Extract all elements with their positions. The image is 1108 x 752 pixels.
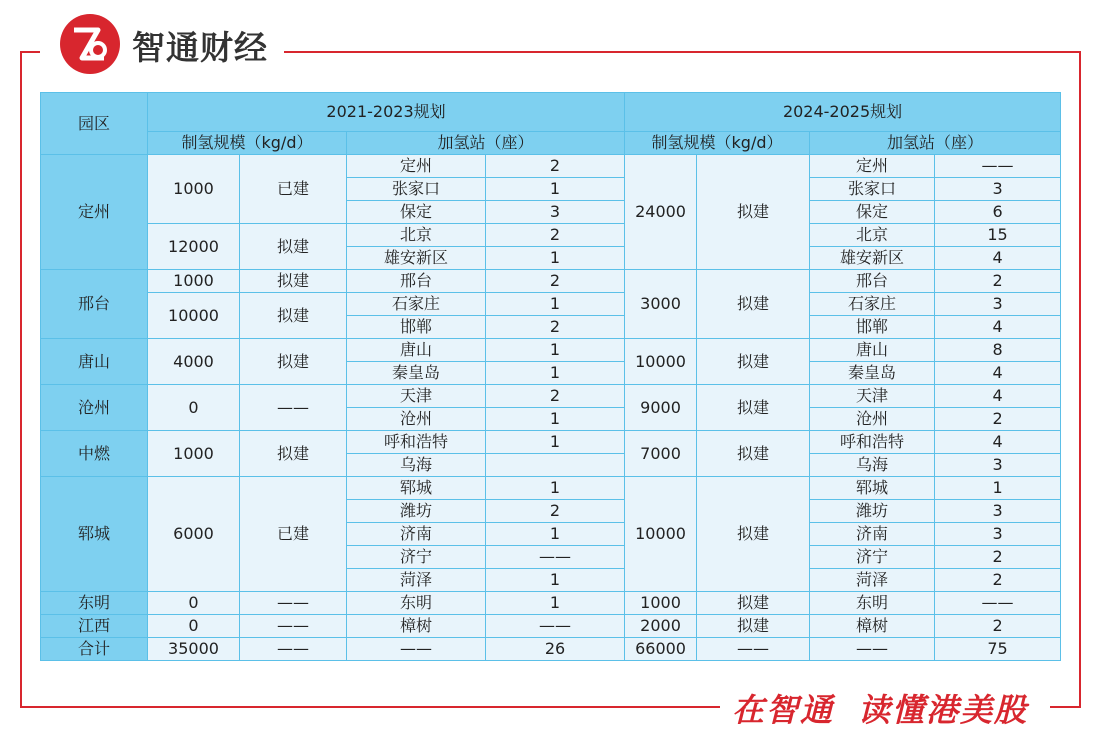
count-cell: ——: [935, 592, 1061, 615]
count-cell: 4: [935, 385, 1061, 408]
slogan-part1: 在智通: [732, 691, 835, 729]
table-row: [41, 592, 1061, 615]
city-cell: 邯郸: [347, 316, 486, 339]
count-cell: 4: [935, 316, 1061, 339]
park-cell: 唐山: [41, 339, 148, 385]
city-cell: 雄安新区: [810, 247, 935, 270]
status-cell: 拟建: [240, 293, 347, 339]
table-row: [41, 431, 1061, 454]
park-cell: 中燃: [41, 431, 148, 477]
city-cell: 济宁: [347, 546, 486, 569]
count-cell: 2: [486, 270, 625, 293]
count-cell: 1: [486, 523, 625, 546]
scale-cell: 66000: [625, 638, 697, 661]
city-cell: ——: [810, 638, 935, 661]
scale-cell: 1000: [148, 155, 240, 224]
table-row: [41, 270, 1061, 293]
scale-cell: 7000: [625, 431, 697, 477]
city-cell: 北京: [810, 224, 935, 247]
p1-scale-header: 制氢规模（kg/d）: [148, 132, 347, 155]
scale-cell: 0: [148, 385, 240, 431]
count-cell: 1: [486, 592, 625, 615]
count-cell: 2: [935, 546, 1061, 569]
status-cell: 拟建: [697, 592, 810, 615]
status-cell: 已建: [240, 477, 347, 592]
total-row: [41, 638, 1061, 661]
slogan-part2: 读懂港美股: [858, 691, 1029, 729]
city-cell: 乌海: [810, 454, 935, 477]
hydrogen-plan-table: [40, 92, 1061, 661]
count-cell: 2: [935, 615, 1061, 638]
frame-top-line: [284, 51, 1081, 53]
park-header: 园区: [41, 93, 148, 155]
count-cell: 1: [486, 477, 625, 500]
status-cell: 拟建: [240, 339, 347, 385]
city-cell: 郓城: [810, 477, 935, 500]
city-cell: 郓城: [347, 477, 486, 500]
count-cell: 1: [486, 362, 625, 385]
city-cell: 雄安新区: [347, 247, 486, 270]
status-cell: 拟建: [240, 431, 347, 477]
frame-left-line: [20, 51, 22, 708]
table-row: [41, 224, 1061, 247]
scale-cell: 35000: [148, 638, 240, 661]
p1-station-header: 加氢站（座）: [347, 132, 625, 155]
city-cell: 樟树: [810, 615, 935, 638]
city-cell: 北京: [347, 224, 486, 247]
count-cell: 3: [935, 523, 1061, 546]
park-cell: 邢台: [41, 270, 148, 339]
city-cell: 沧州: [810, 408, 935, 431]
count-cell: 8: [935, 339, 1061, 362]
table-row: [41, 477, 1061, 500]
table-header-row: [41, 93, 1061, 132]
city-cell: 天津: [347, 385, 486, 408]
city-cell: 天津: [810, 385, 935, 408]
scale-cell: 3000: [625, 270, 697, 339]
count-cell: 4: [935, 362, 1061, 385]
count-cell: 1: [486, 293, 625, 316]
city-cell: 潍坊: [810, 500, 935, 523]
count-cell: ——: [486, 615, 625, 638]
frame-right-line: [1079, 51, 1081, 708]
scale-cell: 9000: [625, 385, 697, 431]
park-cell: 定州: [41, 155, 148, 270]
park-cell: 东明: [41, 592, 148, 615]
status-cell: ——: [240, 385, 347, 431]
count-cell: 3: [935, 178, 1061, 201]
frame-bottom-line: [20, 706, 720, 708]
city-cell: 东明: [347, 592, 486, 615]
count-cell: 1: [486, 569, 625, 592]
status-cell: 拟建: [240, 270, 347, 293]
p2-station-header: 加氢站（座）: [810, 132, 1061, 155]
frame-top-left-line: [20, 51, 40, 53]
count-cell: 15: [935, 224, 1061, 247]
status-cell: ——: [240, 615, 347, 638]
city-cell: 呼和浩特: [810, 431, 935, 454]
scale-cell: 1000: [148, 270, 240, 293]
city-cell: 邯郸: [810, 316, 935, 339]
count-cell: 1: [486, 339, 625, 362]
city-cell: 菏泽: [347, 569, 486, 592]
scale-cell: 12000: [148, 224, 240, 270]
park-cell: 郓城: [41, 477, 148, 592]
p2-scale-header: 制氢规模（kg/d）: [625, 132, 810, 155]
count-cell: 1: [486, 247, 625, 270]
count-cell: 2: [486, 500, 625, 523]
city-cell: 东明: [810, 592, 935, 615]
scale-cell: 10000: [625, 477, 697, 592]
brand-logo-icon: [60, 14, 120, 74]
scale-cell: 24000: [625, 155, 697, 270]
count-cell: 1: [486, 408, 625, 431]
count-cell: 2: [935, 569, 1061, 592]
city-cell: 张家口: [810, 178, 935, 201]
status-cell: 已建: [240, 155, 347, 224]
count-cell: ——: [486, 546, 625, 569]
table-row: [41, 339, 1061, 362]
scale-cell: 10000: [625, 339, 697, 385]
count-cell: 2: [486, 385, 625, 408]
city-cell: 邢台: [347, 270, 486, 293]
count-cell: 6: [935, 201, 1061, 224]
table-row: [41, 385, 1061, 408]
count-cell: 2: [486, 224, 625, 247]
brand-name: 智通财经: [132, 28, 268, 67]
scale-cell: 0: [148, 615, 240, 638]
count-cell: [486, 454, 625, 477]
count-cell: 3: [935, 500, 1061, 523]
park-cell: 沧州: [41, 385, 148, 431]
city-cell: 石家庄: [810, 293, 935, 316]
city-cell: 秦皇岛: [810, 362, 935, 385]
city-cell: ——: [347, 638, 486, 661]
city-cell: 乌海: [347, 454, 486, 477]
count-cell: 1: [935, 477, 1061, 500]
city-cell: 张家口: [347, 178, 486, 201]
table-row: [41, 615, 1061, 638]
status-cell: 拟建: [697, 431, 810, 477]
city-cell: 定州: [810, 155, 935, 178]
status-cell: ——: [240, 592, 347, 615]
city-cell: 邢台: [810, 270, 935, 293]
table-subheader-row: [41, 132, 1061, 155]
count-cell: 3: [935, 454, 1061, 477]
city-cell: 定州: [347, 155, 486, 178]
status-cell: 拟建: [697, 477, 810, 592]
city-cell: 潍坊: [347, 500, 486, 523]
city-cell: 保定: [347, 201, 486, 224]
city-cell: 樟树: [347, 615, 486, 638]
period2-header: 2024-2025规划: [625, 93, 1061, 132]
city-cell: 济南: [347, 523, 486, 546]
count-cell: 1: [486, 178, 625, 201]
scale-cell: 1000: [625, 592, 697, 615]
city-cell: 唐山: [347, 339, 486, 362]
city-cell: 呼和浩特: [347, 431, 486, 454]
city-cell: 石家庄: [347, 293, 486, 316]
count-cell: 26: [486, 638, 625, 661]
scale-cell: 1000: [148, 431, 240, 477]
count-cell: 75: [935, 638, 1061, 661]
slogan: [726, 690, 1034, 730]
count-cell: 1: [486, 431, 625, 454]
status-cell: ——: [697, 638, 810, 661]
city-cell: 沧州: [347, 408, 486, 431]
count-cell: 4: [935, 247, 1061, 270]
count-cell: 3: [486, 201, 625, 224]
count-cell: 2: [486, 316, 625, 339]
city-cell: 唐山: [810, 339, 935, 362]
status-cell: 拟建: [697, 339, 810, 385]
status-cell: ——: [240, 638, 347, 661]
table-row: [41, 155, 1061, 178]
scale-cell: 2000: [625, 615, 697, 638]
scale-cell: 6000: [148, 477, 240, 592]
status-cell: 拟建: [697, 615, 810, 638]
frame-bottom-right-line: [1050, 706, 1081, 708]
scale-cell: 0: [148, 592, 240, 615]
count-cell: 4: [935, 431, 1061, 454]
scale-cell: 4000: [148, 339, 240, 385]
total-label: 合计: [41, 638, 148, 661]
city-cell: 保定: [810, 201, 935, 224]
count-cell: ——: [935, 155, 1061, 178]
status-cell: 拟建: [697, 385, 810, 431]
city-cell: 菏泽: [810, 569, 935, 592]
city-cell: 济宁: [810, 546, 935, 569]
count-cell: 2: [935, 270, 1061, 293]
status-cell: 拟建: [697, 270, 810, 339]
count-cell: 3: [935, 293, 1061, 316]
park-cell: 江西: [41, 615, 148, 638]
scale-cell: 10000: [148, 293, 240, 339]
status-cell: 拟建: [697, 155, 810, 270]
city-cell: 济南: [810, 523, 935, 546]
count-cell: 2: [486, 155, 625, 178]
status-cell: 拟建: [240, 224, 347, 270]
count-cell: 2: [935, 408, 1061, 431]
table-row: [41, 293, 1061, 316]
period1-header: 2021-2023规划: [148, 93, 625, 132]
city-cell: 秦皇岛: [347, 362, 486, 385]
